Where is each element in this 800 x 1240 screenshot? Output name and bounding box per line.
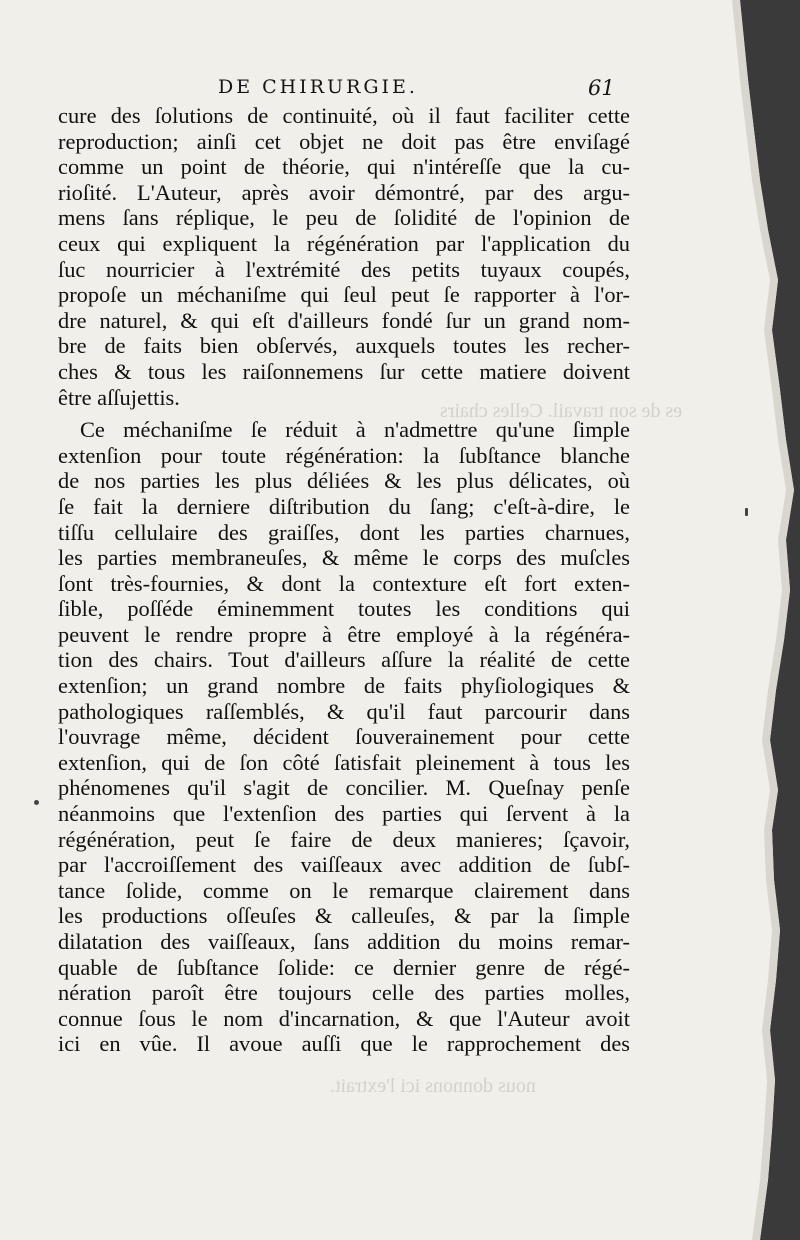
running-title: DE CHIRURGIE. — [218, 76, 418, 98]
show-through-text: es de son travail. Celles chairs — [440, 400, 683, 422]
text-line: quable de ſubſtance ſolide: ce dernier genre de régé- — [58, 954, 630, 980]
text-line: les productions oſſeuſes & calleuſes, & par la ſimple — [58, 903, 630, 929]
text-line: ches & tous les raiſonnemens ſur cette matiere doivent — [58, 358, 630, 384]
paragraph — [58, 103, 630, 410]
text-line: mens ſans réplique, le peu de ſolidité de l'opinion de — [58, 205, 630, 231]
text-line: reproduction; ainſi cet objet ne doit pas être enviſagé — [58, 128, 630, 154]
text-line: pathologiques raſſemblés, & qu'il faut parcourir dans — [58, 698, 630, 724]
text-line: l'ouvrage même, décident ſouverainement pour cette — [58, 724, 630, 750]
text-line: extenſion pour toute régénération: la ſubſtance blanche — [58, 442, 630, 468]
text-line: bre de faits bien obſervés, auxquels toutes les recher- — [58, 333, 630, 359]
text-line: néanmoins que l'extenſion des parties qui ſervent à la — [58, 801, 630, 827]
text-line: tion des chairs. Tout d'ailleurs aſſure la réalité de cette — [58, 647, 630, 673]
text-line: les parties membraneuſes, & même le corps des muſcles — [58, 545, 630, 571]
text-line: régénération, peut ſe faire de deux manieres; ſçavoir, — [58, 826, 630, 852]
text-line: dre naturel, & qui eſt d'ailleurs fondé ſur un grand nom- — [58, 307, 630, 333]
text-line: nération paroît être toujours celle des parties molles, — [58, 980, 630, 1006]
running-header — [218, 76, 618, 106]
text-line: cure des ſolutions de continuité, où il faut faciliter cette — [58, 103, 630, 128]
text-line: être aſſujettis. — [58, 384, 180, 410]
text-line: phénomenes qu'il s'agit de concilier. M. Queſnay penſe — [58, 775, 630, 801]
paragraph — [58, 417, 630, 1057]
text-line: de nos parties les plus déliées & les plus délicates, où — [58, 468, 630, 494]
text-line: comme un point de théorie, qui n'intéreſſe que la cu- — [58, 154, 630, 180]
page-number: 61 — [588, 76, 615, 100]
text-line: Ce méchaniſme ſe réduit à n'admettre qu'une ſimple — [80, 417, 630, 443]
text-line: rioſité. L'Auteur, après avoir démontré, par des argu- — [58, 179, 630, 205]
text-line: propoſe un méchaniſme qui ſeul peut ſe rapporter à l'or- — [58, 282, 630, 308]
body-text — [58, 103, 630, 1057]
text-line: tiſſu cellulaire des graiſſes, dont les parties charnues, — [58, 519, 630, 545]
ink-speck — [745, 508, 748, 516]
text-line: tance ſolide, comme on le remarque clairement dans — [58, 877, 630, 903]
text-line: ſuc nourricier à l'extrémité des petits tuyaux coupés, — [58, 256, 630, 282]
text-line: extenſion, qui de ſon côté ſatisfait pleinement à tous les — [58, 749, 630, 775]
text-line: par l'accroiſſement des vaiſſeaux avec addition de ſubſ- — [58, 852, 630, 878]
text-line: ceux qui expliquent la régénération par l'application du — [58, 230, 630, 256]
text-line: peuvent le rendre propre à être employé à la régénéra- — [58, 621, 630, 647]
text-line: extenſion; un grand nombre de faits phyſiologiques & — [58, 673, 630, 699]
text-line: ici en vûe. Il avoue auſſi que le rapprochement des — [58, 1031, 630, 1057]
text-line: ſe fait la derniere diſtribution du ſang; c'eſt-à-dire, le — [58, 493, 630, 519]
text-line: ſible, poſſéde éminemment toutes les conditions qui — [58, 596, 630, 622]
text-line: dilatation des vaiſſeaux, ſans addition du moins remar- — [58, 929, 630, 954]
ink-speck — [34, 800, 39, 805]
text-line: ſont très-fournies, & dont la contexture eſt fort exten- — [58, 570, 630, 596]
text-line: connue ſous le nom d'incarnation, & que l'Auteur avoit — [58, 1005, 630, 1031]
show-through-text: nous donnons ici l'extrait. — [330, 1075, 536, 1097]
